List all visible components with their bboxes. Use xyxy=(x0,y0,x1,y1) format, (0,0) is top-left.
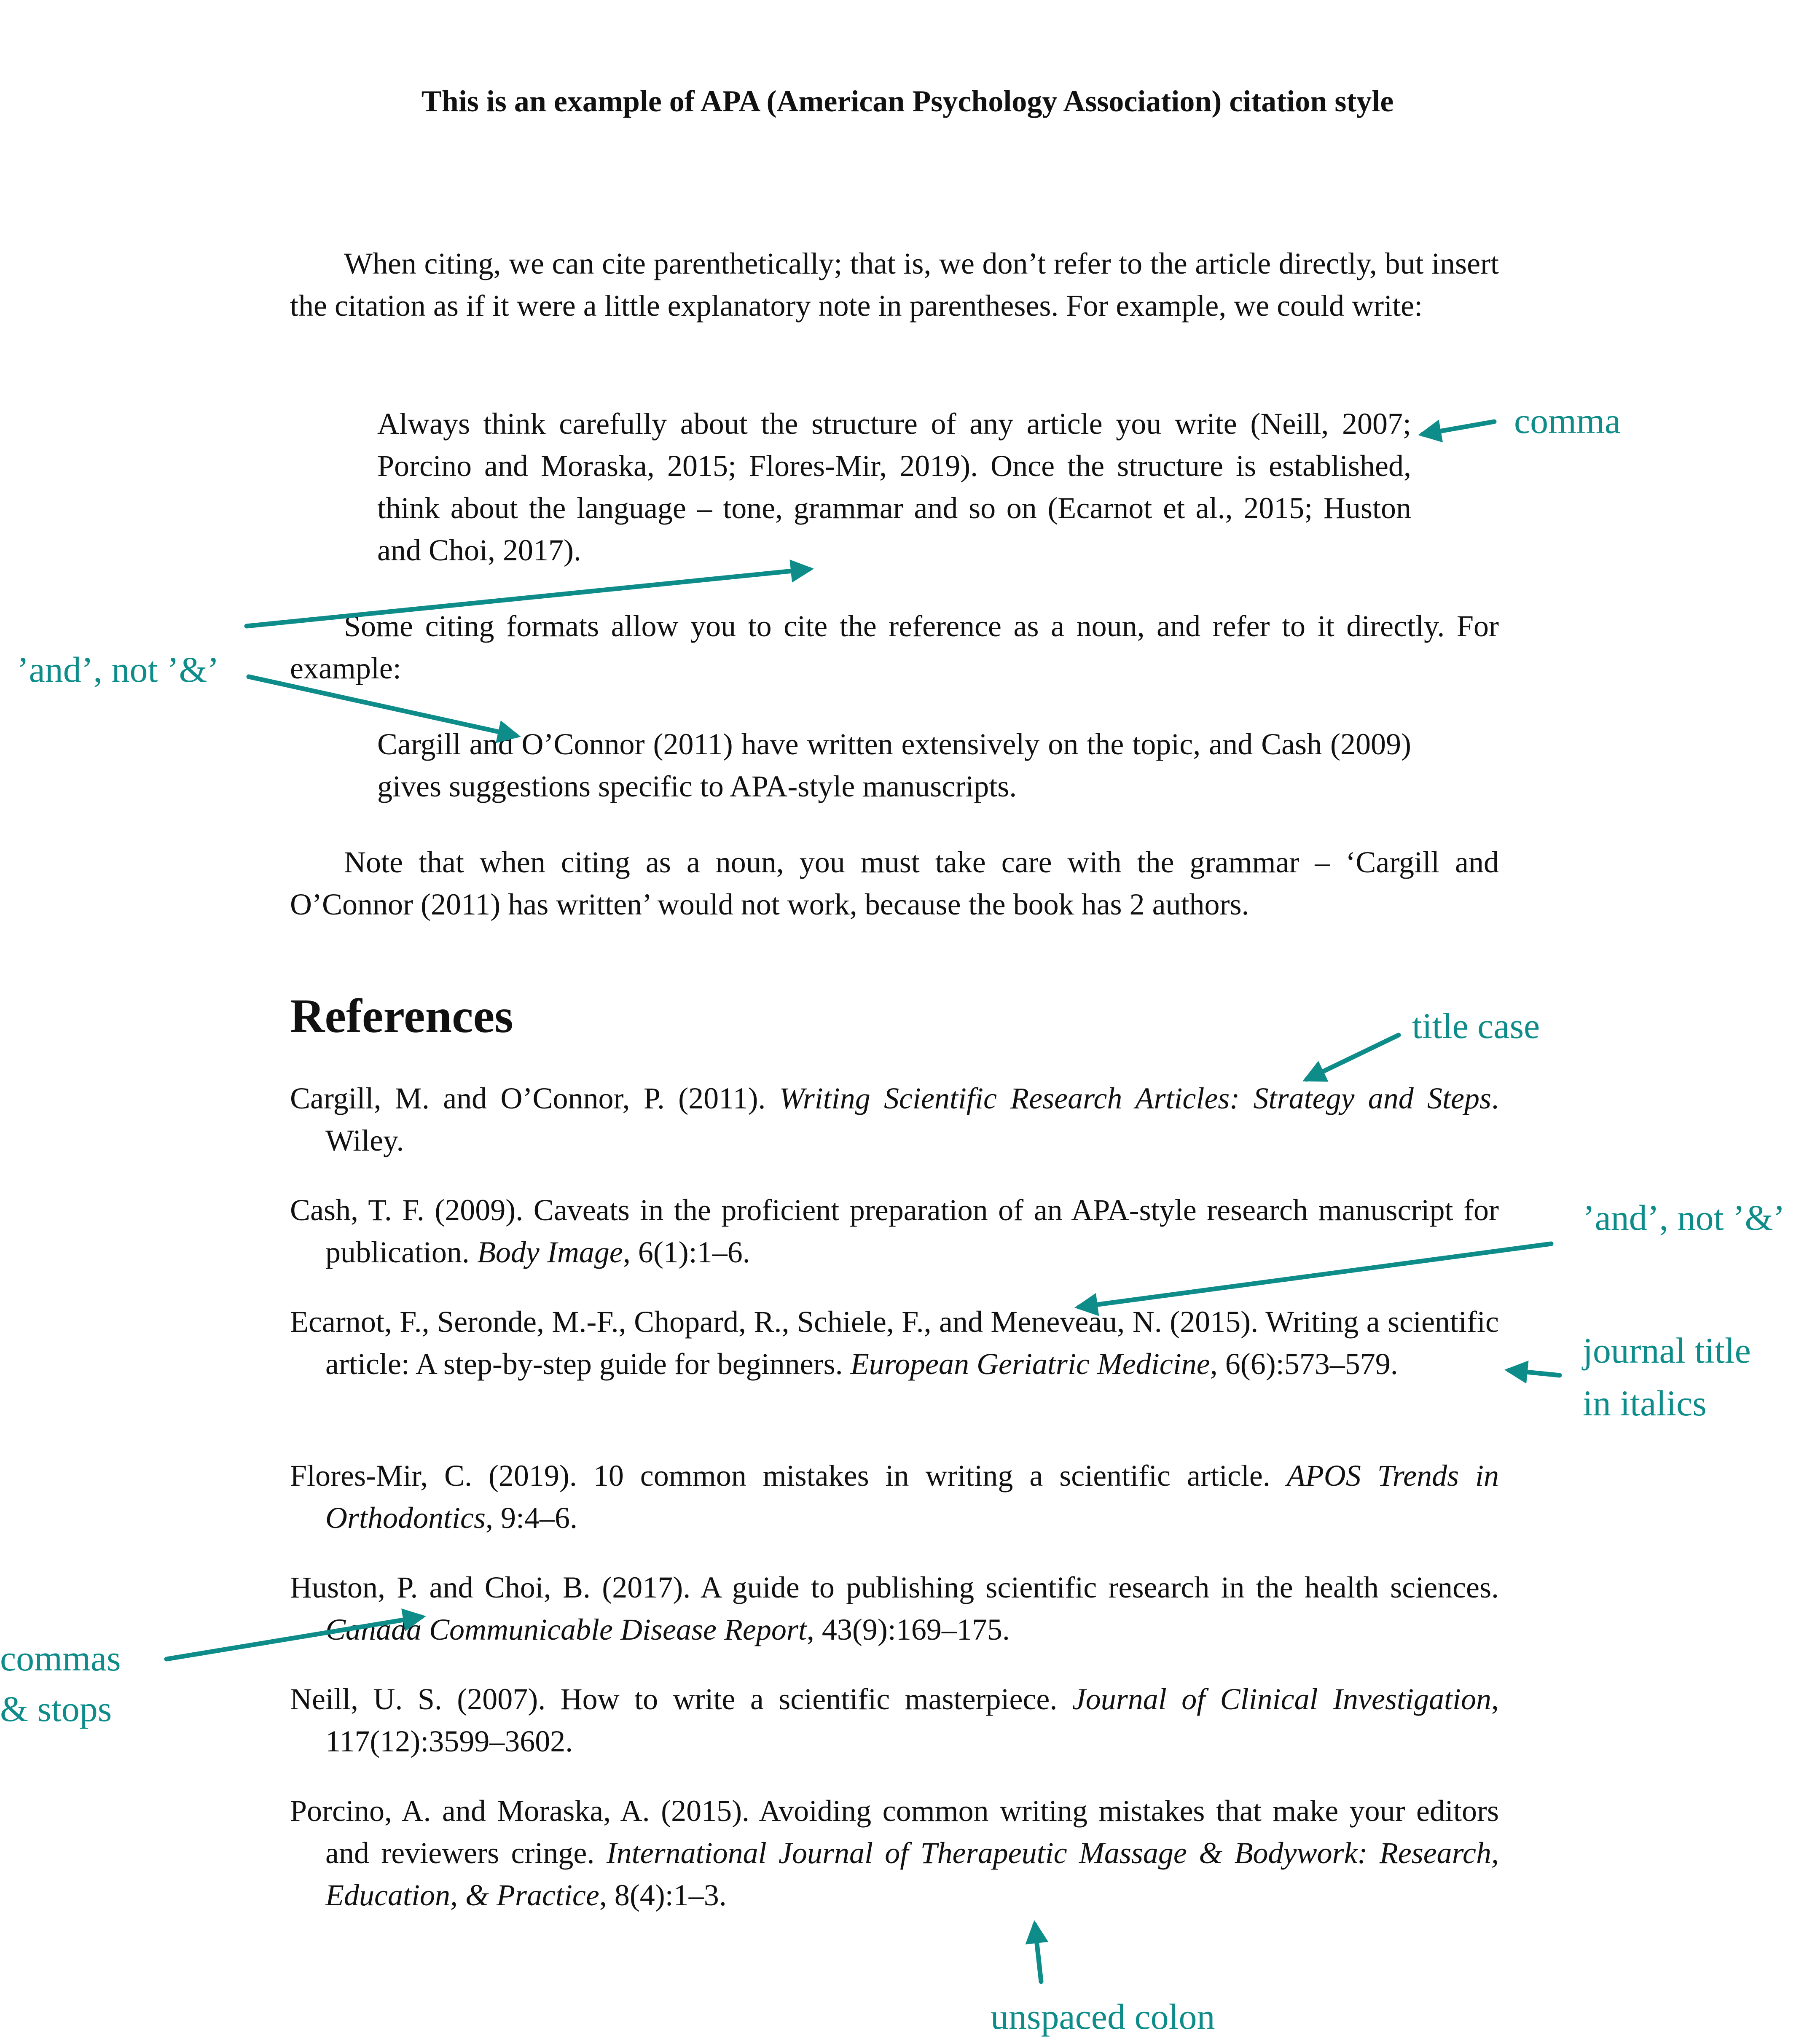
journal-title: International Journal of Therapeutic Massage & Bodywork: Research, Education, & Practice xyxy=(325,1836,1499,1912)
arrow-to-title-case xyxy=(1307,1035,1399,1079)
reference-entry: Cash, T. F. (2009). Caveats in the proficient preparation of an APA-style research manuscript for publication. Body Image, 6(1):1–6. xyxy=(290,1193,1499,1269)
references-heading: References xyxy=(290,989,513,1043)
reference-entry: Cargill, M. and O’Connor, P. (2011). Writing Scientific Research Articles: Strategy and Steps. Wiley. xyxy=(290,1081,1499,1157)
noun-citation-paragraph: Some citing formats allow you to cite the reference as a noun, and refer to it directly. For example: xyxy=(290,609,1499,685)
reference-title: Writing Scientific Research Articles: Strategy and Steps xyxy=(779,1081,1492,1115)
journal-title: Canada Communicable Disease Report xyxy=(325,1613,807,1646)
arrow-to-journal-title xyxy=(1509,1370,1560,1375)
page-title: This is an example of APA (American Psychology Association) citation style xyxy=(421,84,1394,118)
reference-entry: Porcino, A. and Moraska, A. (2015). Avoiding common writing mistakes that make your editors and reviewers cringe. International Journal of Therapeutic Massage & Bodywork: Research, Education, & Practice, 8(4):1–3. xyxy=(290,1794,1499,1912)
reference-entry: Neill, U. S. (2007). How to write a scientific masterpiece. Journal of Clinical Investigation, 117(12):3599–3602. xyxy=(290,1682,1499,1758)
annotation-unspaced-colon: unspaced colon xyxy=(991,1996,1215,2037)
intro-paragraph: When citing, we can cite parenthetically; that is, we don’t refer to the article directly, but insert the citation as if it were a little explanatory note in parentheses. For example, we could write: xyxy=(290,247,1499,323)
journal-title: European Geriatric Medicine xyxy=(850,1347,1210,1381)
arrow-to-unspaced-colon xyxy=(1035,1925,1041,1982)
annotation-commas-stops-line2: & stops xyxy=(0,1689,112,1729)
annotation-comma: comma xyxy=(1514,401,1621,441)
journal-title: APOS Trends in Orthodontics xyxy=(325,1459,1499,1535)
reference-entry: Huston, P. and Choi, B. (2017). A guide to publishing scientific research in the health sciences. Canada Communicable Disease Report, 43(9):169–175. xyxy=(290,1571,1499,1646)
annotation-commas-stops-line1: commas xyxy=(0,1638,121,1678)
journal-title: Journal of Clinical Investigation xyxy=(1072,1682,1492,1716)
annotation-journal-title-line2: in italics xyxy=(1583,1383,1707,1423)
parenthetical-citation-example: Always think carefully about the structure of any article you write (Neill, 2007; Porcino and Moraska, 2015; Flores-Mir, 2019). Once the structure is established, think about the language – tone, grammar and so on (Ecarnot et al., 2015; Huston and Choi, 2017). xyxy=(377,407,1411,567)
journal-title: Body Image xyxy=(477,1235,623,1269)
annotation-journal-title-line1: journal title xyxy=(1583,1330,1751,1371)
reference-entry: Flores-Mir, C. (2019). 10 common mistakes in writing a scientific article. APOS Trends in Orthodontics, 9:4–6. xyxy=(290,1459,1499,1535)
annotation-title-case: title case xyxy=(1412,1006,1540,1046)
annotation-and-not-ampersand-left: ’and’, not ’&’ xyxy=(17,649,220,690)
arrow-to-comma xyxy=(1423,422,1494,434)
noun-citation-example: Cargill and O’Connor (2011) have written extensively on the topic, and Cash (2009) gives suggestions specific to APA-style manuscripts. xyxy=(377,727,1411,803)
grammar-note-paragraph: Note that when citing as a noun, you must take care with the grammar – ‘Cargill and O’Connor (2011) has written’ would not work, because the book has 2 authors. xyxy=(290,845,1499,921)
annotation-and-not-ampersand-right: ’and’, not ’&’ xyxy=(1583,1197,1785,1238)
reference-entry: Ecarnot, F., Seronde, M.-F., Chopard, R., Schiele, F., and Meneveau, N. (2015). Writing a scientific article: A step-by-step guide for beginners. European Geriatric Medicine, 6(6):573–579. xyxy=(290,1305,1499,1381)
